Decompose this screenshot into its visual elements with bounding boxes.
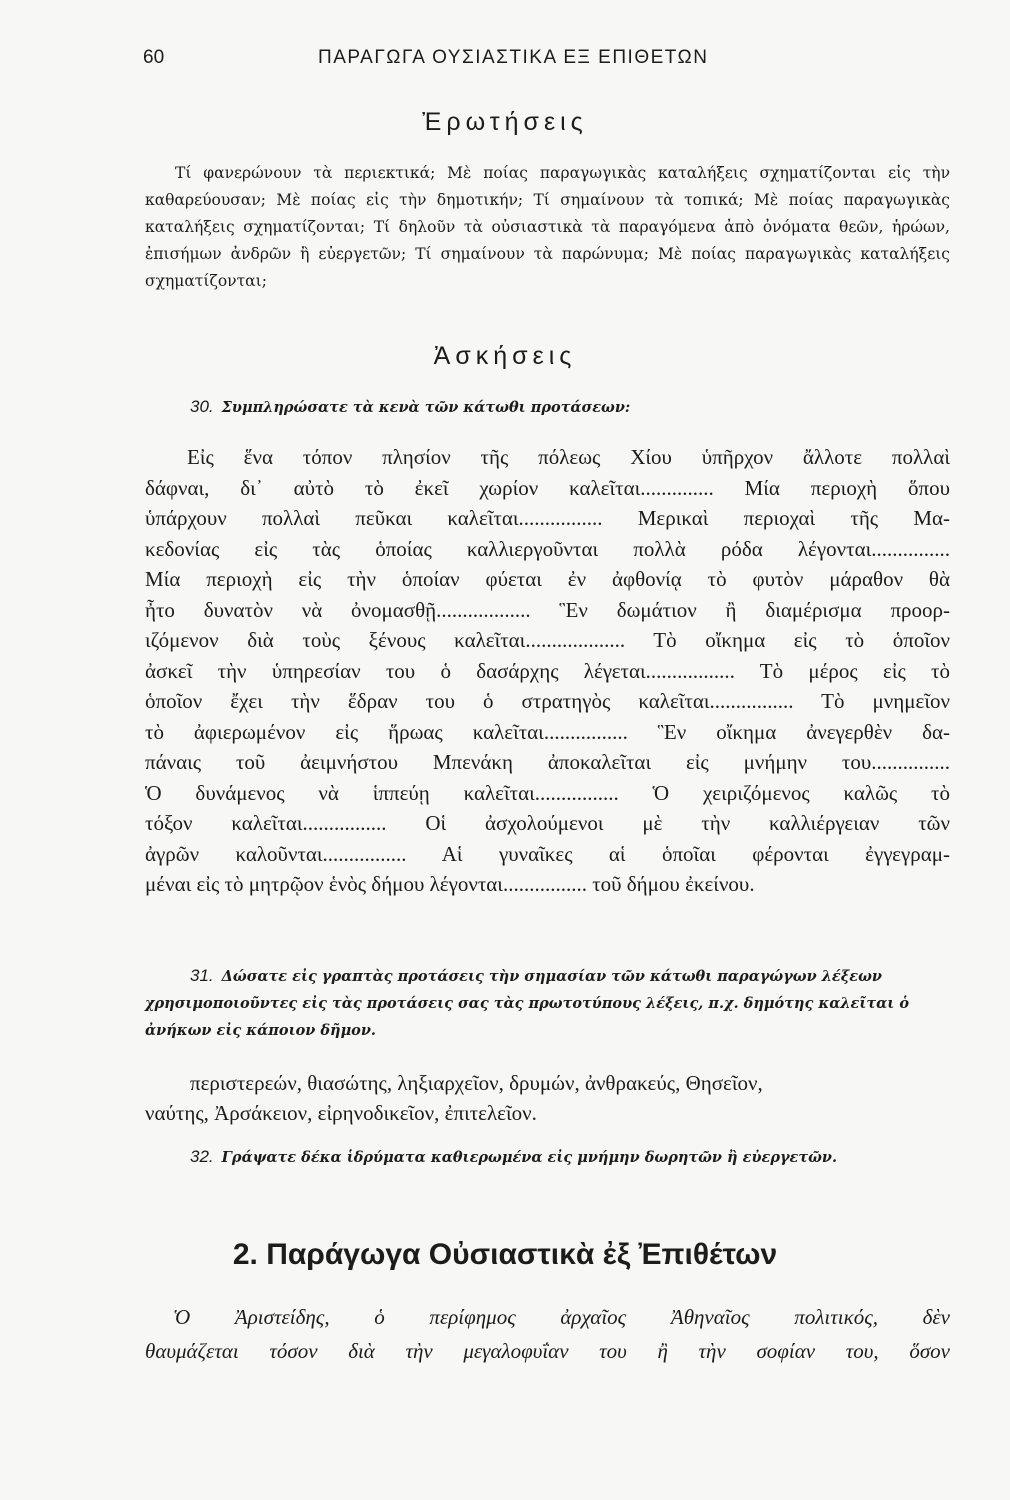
exercise-30-instruction xyxy=(145,393,950,421)
exercise-number: 31. xyxy=(190,966,214,985)
exercise-32-instruction xyxy=(145,1143,950,1171)
text-line: μέναι εἰς τὸ μητρῷον ἑνὸς δήμου λέγονται................ τοῦ δήμου ἐκείνου. xyxy=(145,872,755,896)
text-line: δάφναι, δι᾿ αὐτὸ τὸ ἐκεῖ χωρίον καλεῖται.............. Μία περιοχὴ ὅπου xyxy=(145,475,950,500)
text-line: ὁποῖον ἔχει τὴν ἕδραν του ὁ στρατηγὸς καλεῖται................ Τὸ μνημεῖον xyxy=(145,689,950,713)
words-line: ναύτης, Ἀρσάκειον, εἰρηνοδικεῖον, ἐπιτελεῖον. xyxy=(145,1101,537,1125)
text-line: κεδονίας εἰς τὰς ὁποίας καλλιεργοῦνται πολλὰ ρόδα λέγονται............... xyxy=(145,536,950,561)
text-line: Εἰς ἕνα τόπον πλησίον τῆς πόλεως Χίου ὑπῆρχον ἄλλοτε πολλαὶ xyxy=(187,445,950,469)
text-line: τόξον καλεῖται................ Οἱ ἀσχολούμενοι μὲ τὴν καλλιέργειαν τῶν xyxy=(145,811,950,835)
words-line: περιστερεών, θιασώτης, ληξιαρχεῖον, δρυμών, ἀνθρακεύς, Θησεῖον, xyxy=(190,1071,763,1095)
text-line: Ὁ Ἀριστείδης, ὁ περίφημος ἀρχαῖος Ἀθηναῖος πολιτικός, δὲν xyxy=(173,1305,950,1329)
text-line: ἦτο δυνατὸν νὰ ὀνομασθῇ.................. Ἓν δωμάτιον ἢ διαμέρισμα προορ- xyxy=(145,597,950,622)
text-line: τὸ ἀφιερωμένον εἰς ἥρωας καλεῖται................ Ἓν οἴκημα ἀνεγερθὲν δα- xyxy=(145,719,950,744)
instruction-text: Συμπληρώσατε τὰ κενὰ τῶν κάτωθι προτάσεων: xyxy=(221,399,631,416)
text-line: Ὁ δυνάμενος νὰ ἱππεύῃ καλεῖται................ Ὁ χειριζόμενος καλῶς τὸ xyxy=(145,780,950,805)
text-line: πάναις τοῦ ἀειμνήστου Μπενάκη ἀποκαλεῖται εἰς μνήμην του............... xyxy=(145,750,950,774)
text-line: ὑπάρχουν πολλαὶ πεῦκαι καλεῖται................ Μερικαὶ περιοχαὶ τῆς Μα- xyxy=(145,506,950,530)
chapter-title: 2. Παράγωγα Οὐσιαστικὰ ἐξ Ἐπιθέτων xyxy=(232,1238,778,1271)
text-line: ἀσκεῖ τὴν ὑπηρεσίαν του ὁ δασάρχης λέγεται................. Τὸ μέρος εἰς τὸ xyxy=(145,658,950,683)
exercise-number: 30. xyxy=(190,397,214,416)
exercise-31-words xyxy=(145,1068,950,1128)
text-line: θαυμάζεται τόσον διὰ τὴν μεγαλοφυΐαν του ἢ τὴν σοφίαν του, ὅσον xyxy=(145,1339,950,1363)
chapter-opening-paragraph xyxy=(145,1300,950,1368)
exercise-number: 32. xyxy=(190,1147,214,1166)
instruction-text: Δώσατε εἰς γραπτὰς προτάσεις τὴν σημασίαν τῶν κάτωθι παραγώγων λέξεων χρησιμοποιοῦντες εἰς τὰς προτάσεις σας τὰς πρωτοτύπους λέξεις, π.χ. δημότης καλεῖται ὁ ἀνήκων εἰς κάποιον δῆμον. xyxy=(145,968,910,1039)
text-line: ἀγρῶν καλοῦνται................ Αἱ γυναῖκες αἱ ὁποῖαι φέρονται ἐγγεγραμ- xyxy=(145,841,950,866)
instruction-text: Γράψατε δέκα ἱδρύματα καθιερωμένα εἰς μνήμην δωρητῶν ἢ εὐεργετῶν. xyxy=(221,1149,838,1166)
exercises-heading: Ἀσκήσεις xyxy=(433,342,577,370)
running-head: ΠΑΡΑΓΩΓΑ ΟΥΣΙΑΣΤΙΚΑ ΕΞ ΕΠΙΘΕΤΩΝ xyxy=(318,47,709,68)
questions-heading: Ἐρωτήσεις xyxy=(422,108,588,136)
page-number: 60 xyxy=(143,47,165,68)
exercise-31-instruction xyxy=(145,962,950,1044)
questions-paragraph: Τί φανερώνουν τὰ περιεκτικά; Μὲ ποίας παραγωγικὰς καταλήξεις σχηματίζονται εἰς τὴν καθαρεύουσαν; Μὲ ποίας εἰς τὴν δημοτικήν; Τί σημαίνουν τὰ τοπικά; Μὲ ποίας παραγωγικὰς καταλήξεις σχηματίζονται; Τί δηλοῦν τὰ οὐσιαστικὰ τὰ παραγόμενα ἀπὸ ὀνόματα θεῶν, ἡρώων, ἐπισήμων ἀνδρῶν ἢ εὐεργετῶν; Τί σημαίνουν τὰ παρώνυμα; Μὲ ποίας παραγωγικὰς καταλήξεις σχηματίζονται; xyxy=(145,164,950,290)
text-line: ιζόμενον διὰ τοὺς ξένους καλεῖται................... Τὸ οἴκημα εἰς τὸ ὁποῖον xyxy=(145,628,950,652)
exercise-30-text xyxy=(145,442,950,900)
text-line: Μία περιοχὴ εἰς τὴν ὁποίαν φύεται ἐν ἀφθονίᾳ τὸ φυτὸν μάραθον θὰ xyxy=(145,567,950,591)
